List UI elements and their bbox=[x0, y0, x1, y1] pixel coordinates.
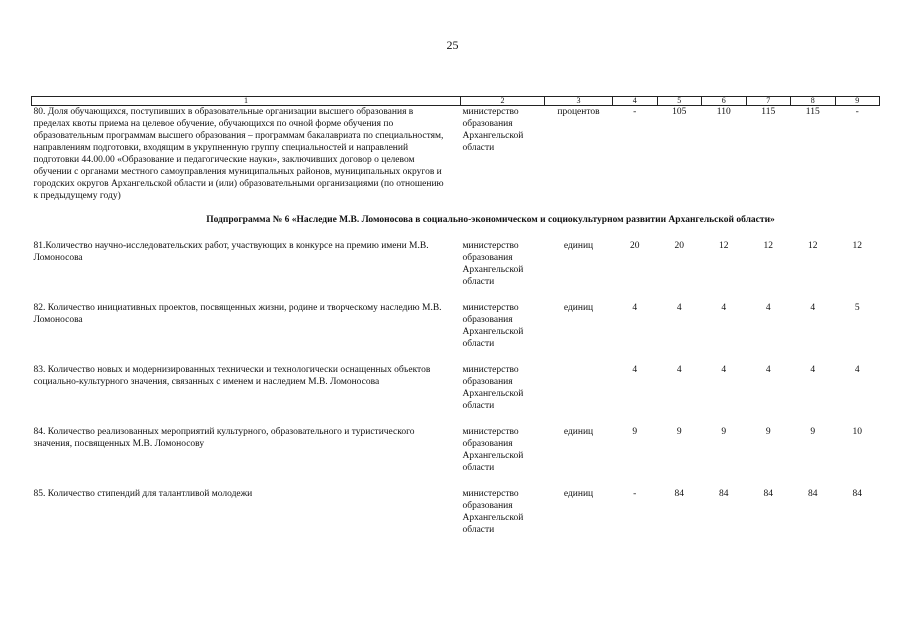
indicator-name: 84. Количество реализованных мероприятий культурного, образовательного и туристического значения, посвященных М.В. Ломоносову bbox=[33, 427, 415, 449]
indicator-value: 10 bbox=[852, 427, 862, 437]
column-number: 1 bbox=[32, 97, 461, 106]
indicator-name: 81.Количество научно-исследовательских работ, участвующих в конкурсе на премию имени М.В. Ломоносова bbox=[33, 241, 429, 263]
indicator-value: 4 bbox=[810, 303, 816, 313]
indicator-value: 4 bbox=[721, 303, 727, 313]
page-number: 25 bbox=[446, 38, 459, 52]
indicator-value: - bbox=[633, 107, 637, 117]
column-number: 8 bbox=[791, 97, 836, 106]
indicator-value: 12 bbox=[763, 241, 773, 251]
indicator-value: 9 bbox=[810, 427, 816, 437]
indicator-value: 12 bbox=[852, 241, 862, 251]
column-number: 5 bbox=[657, 97, 702, 106]
indicator-value: 12 bbox=[808, 241, 818, 251]
indicator-value: 12 bbox=[719, 241, 729, 251]
unit-of-measure: единиц bbox=[563, 427, 594, 437]
table-row bbox=[32, 488, 880, 550]
indicator-value: 84 bbox=[763, 489, 773, 499]
indicator-value: 115 bbox=[761, 107, 776, 117]
indicator-name: 85. Количество стипендий для талантливой молодежи bbox=[33, 489, 253, 499]
indicator-value: 20 bbox=[674, 241, 684, 251]
indicator-value: 9 bbox=[721, 427, 727, 437]
indicator-value: 4 bbox=[765, 303, 771, 313]
indicator-value: 84 bbox=[852, 489, 862, 499]
indicator-value: 4 bbox=[632, 303, 638, 313]
subprogram-row bbox=[32, 214, 880, 240]
responsible-org: министерство образования Архангельской области bbox=[462, 427, 524, 473]
column-number-row bbox=[32, 97, 880, 106]
responsible-org: министерство образования Архангельской области bbox=[462, 365, 524, 411]
column-number: 7 bbox=[746, 97, 791, 106]
indicator-value: 5 bbox=[854, 303, 860, 313]
indicators-table bbox=[31, 96, 880, 550]
indicator-value: 4 bbox=[721, 365, 727, 375]
indicator-value: 84 bbox=[674, 489, 684, 499]
table-row bbox=[32, 426, 880, 488]
unit-of-measure: единиц bbox=[563, 241, 594, 251]
column-number: 9 bbox=[835, 97, 880, 106]
unit-of-measure: процентов bbox=[557, 107, 600, 117]
column-number: 4 bbox=[613, 97, 658, 106]
indicator-value: 115 bbox=[805, 107, 820, 117]
indicator-value: 9 bbox=[632, 427, 638, 437]
indicator-name: 83. Количество новых и модернизированных технически и технологически оснащенных объектов социально-культурного значения, связанных с именем и наследием М.В. Ломоносова bbox=[33, 365, 431, 387]
indicator-value: - bbox=[855, 107, 859, 117]
table-row bbox=[32, 302, 880, 364]
responsible-org: министерство образования Архангельской области bbox=[462, 241, 524, 287]
indicator-value: 4 bbox=[854, 365, 860, 375]
subprogram-title: Подпрограмма № 6 «Наследие М.В. Ломоносова в социально-экономическом и социокультурном развитии Архангельской области» bbox=[206, 215, 775, 225]
responsible-org: министерство образования Архангельской области bbox=[462, 303, 524, 349]
indicator-value: 110 bbox=[716, 107, 731, 117]
column-number: 6 bbox=[702, 97, 747, 106]
indicator-value: 4 bbox=[632, 365, 638, 375]
column-number: 3 bbox=[545, 97, 613, 106]
table-row bbox=[32, 364, 880, 426]
indicator-value: 9 bbox=[676, 427, 682, 437]
indicator-value: 105 bbox=[672, 107, 687, 117]
indicator-value: 9 bbox=[765, 427, 771, 437]
indicator-value: - bbox=[633, 489, 637, 499]
indicator-value: 4 bbox=[676, 303, 682, 313]
indicator-value: 4 bbox=[676, 365, 682, 375]
unit-of-measure bbox=[545, 364, 613, 426]
indicator-value: 4 bbox=[765, 365, 771, 375]
indicator-name: 82. Количество инициативных проектов, посвященных жизни, родине и творческому наследию М.В. Ломоносова bbox=[33, 303, 442, 325]
indicator-value: 84 bbox=[808, 489, 818, 499]
indicator-value: 84 bbox=[719, 489, 729, 499]
responsible-org: министерство образования Архангельской области bbox=[462, 107, 524, 153]
indicator-value: 4 bbox=[810, 365, 816, 375]
column-number: 2 bbox=[461, 97, 545, 106]
table-row bbox=[32, 240, 880, 302]
indicator-value: 20 bbox=[630, 241, 640, 251]
table-row bbox=[32, 106, 880, 215]
indicator-name: 80. Доля обучающихся, поступивших в образовательные организации высшего образования в пределах квоты приема на целевое обучение, обучающихся по очной форме обучения по образовательным программам высшего образования – программам бакалавриата по специальностям, направлениям подготовки, входящим в укрупненную группу специальностей и направлений подготовки 44.00.00 «Образование и педагогические науки», заключивших договор о целевом обучении с органами местного самоуправления муниципальных районов, муниципальных округов и городских округов Архангельской области и (или) образовательными организациями (по отношению к предыдущему году) bbox=[33, 107, 444, 201]
unit-of-measure: единиц bbox=[563, 303, 594, 313]
responsible-org: министерство образования Архангельской области bbox=[462, 489, 524, 535]
unit-of-measure: единиц bbox=[563, 489, 594, 499]
